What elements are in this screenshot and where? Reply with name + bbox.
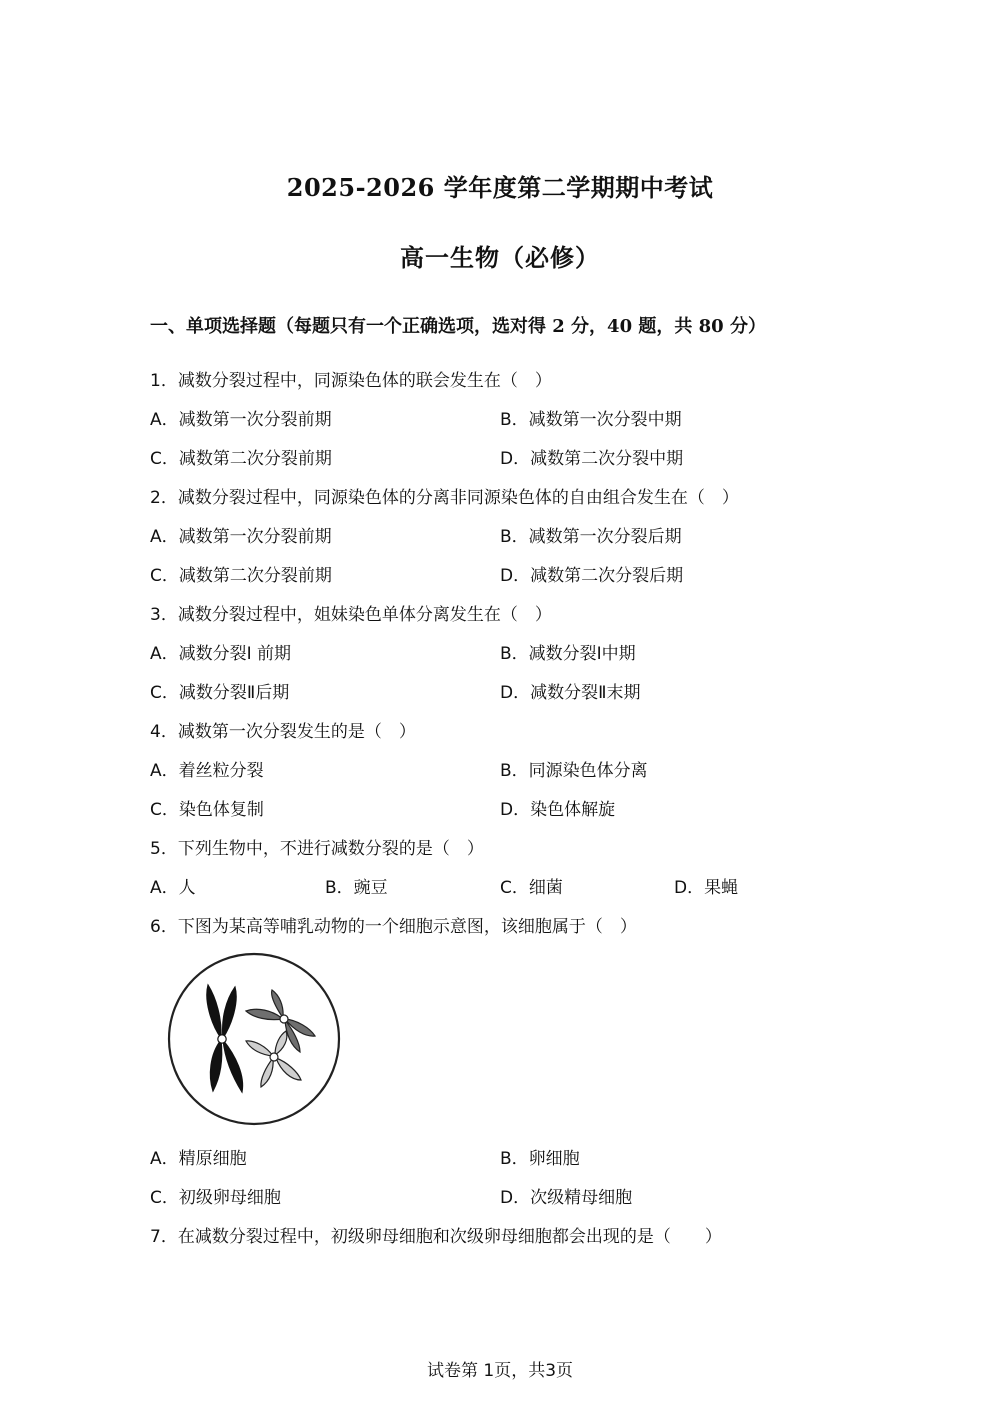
exam-subtitle: 高一生物（必修）	[400, 243, 600, 272]
question-5-option-d[interactable]: D．果蝇	[674, 878, 739, 898]
cell-diagram	[165, 950, 343, 1128]
question-1-option-b[interactable]: B．减数第一次分裂中期	[500, 410, 682, 430]
question-5: 5．下列生物中，不进行减数分裂的是（ ）	[150, 839, 484, 859]
question-1: 1．减数分裂过程中，同源染色体的联会发生在（ ）	[150, 371, 552, 391]
question-2-option-a[interactable]: A．减数第一次分裂前期	[150, 527, 332, 547]
question-1-option-d[interactable]: D．减数第二次分裂中期	[500, 449, 684, 469]
question-4-option-c[interactable]: C．染色体复制	[150, 800, 264, 820]
question-6: 6．下图为某高等哺乳动物的一个细胞示意图，该细胞属于（ ）	[150, 917, 637, 937]
question-3-option-b[interactable]: B．减数分裂Ⅰ中期	[500, 644, 636, 664]
question-5-option-b[interactable]: B．豌豆	[325, 878, 388, 898]
question-2-option-c[interactable]: C．减数第二次分裂前期	[150, 566, 332, 586]
question-3-option-d[interactable]: D．减数分裂Ⅱ末期	[500, 683, 641, 703]
light-chromosome-centromere	[270, 1053, 278, 1061]
gray-chromosome-centromere	[280, 1015, 288, 1023]
question-5-option-a[interactable]: A．人	[150, 878, 196, 898]
question-4: 4．减数第一次分裂发生的是（ ）	[150, 722, 416, 742]
page-footer: 试卷第 1页，共3页	[426, 1361, 574, 1381]
question-2-option-d[interactable]: D．减数第二次分裂后期	[500, 566, 684, 586]
question-6-option-b[interactable]: B．卵细胞	[500, 1149, 580, 1169]
question-4-option-d[interactable]: D．染色体解旋	[500, 800, 616, 820]
question-2-option-b[interactable]: B．减数第一次分裂后期	[500, 527, 682, 547]
question-1-option-a[interactable]: A．减数第一次分裂前期	[150, 410, 332, 430]
question-2: 2．减数分裂过程中，同源染色体的分离非同源染色体的自由组合发生在（ ）	[150, 488, 739, 508]
question-3-option-a[interactable]: A．减数分裂Ⅰ 前期	[150, 644, 292, 664]
question-7: 7．在减数分裂过程中，初级卵母细胞和次级卵母细胞都会出现的是（ ）	[150, 1227, 722, 1247]
question-6-option-c[interactable]: C．初级卵母细胞	[150, 1188, 281, 1208]
question-3: 3．减数分裂过程中，姐妹染色单体分离发生在（ ）	[150, 605, 552, 625]
question-4-option-a[interactable]: A．着丝粒分裂	[150, 761, 264, 781]
exam-title: 2025-2026 学年度第二学期期中考试	[286, 173, 714, 202]
question-4-option-b[interactable]: B．同源染色体分离	[500, 761, 648, 781]
cell-diagram-svg	[165, 950, 343, 1128]
question-3-option-c[interactable]: C．减数分裂Ⅱ后期	[150, 683, 290, 703]
question-6-option-d[interactable]: D．次级精母细胞	[500, 1188, 633, 1208]
question-1-option-c[interactable]: C．减数第二次分裂前期	[150, 449, 332, 469]
question-5-option-c[interactable]: C．细菌	[500, 878, 563, 898]
question-6-option-a[interactable]: A．精原细胞	[150, 1149, 247, 1169]
black-chromosome-centromere	[218, 1035, 226, 1043]
cell-membrane	[169, 954, 339, 1124]
section-heading: 一、单项选择题（每题只有一个正确选项，选对得 2 分，40 题，共 80 分）	[150, 316, 766, 337]
